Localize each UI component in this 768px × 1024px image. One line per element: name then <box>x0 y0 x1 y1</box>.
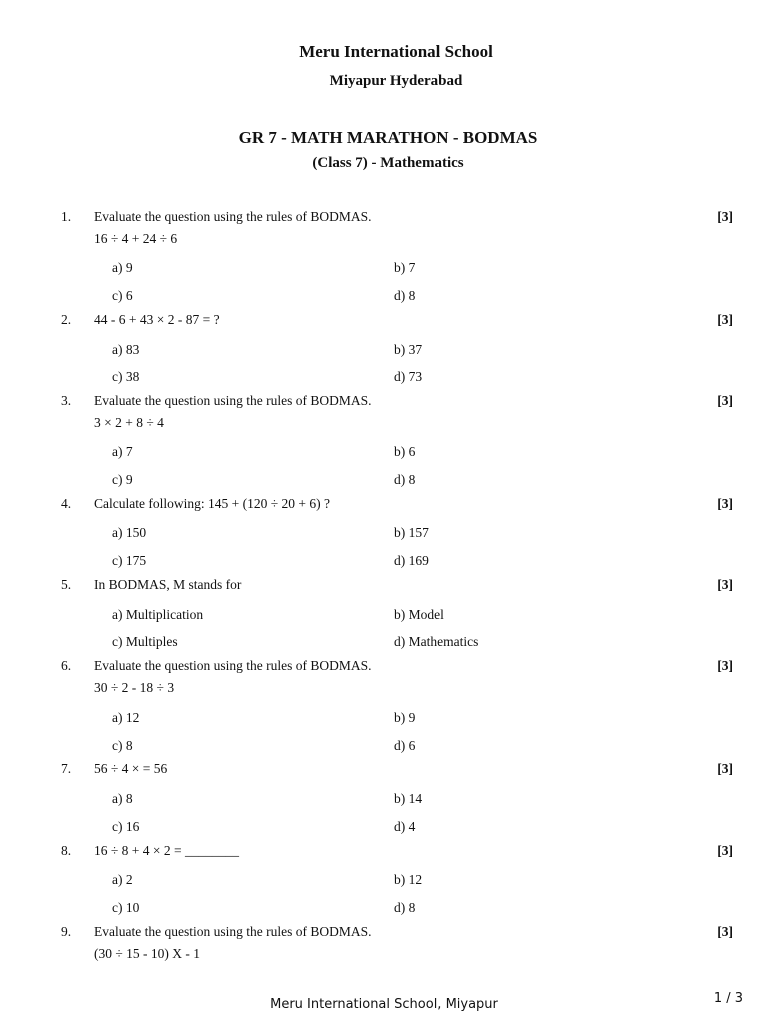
option-b: b) 7 <box>394 260 416 275</box>
option-a: a) 12 <box>112 710 140 725</box>
question-marks: [3] <box>717 924 733 939</box>
option-a: a) 7 <box>112 444 133 459</box>
question-number: 9. <box>61 924 72 939</box>
question-marks: [3] <box>717 761 733 776</box>
school-location: Miyapur Hyderabad <box>329 73 463 89</box>
question-text: 44 - 6 + 43 × 2 - 87 = ? <box>94 312 220 327</box>
school-name: Meru International School <box>299 42 493 61</box>
question-text: Evaluate the question using the rules of BODMAS. <box>94 209 372 224</box>
option-d: d) 73 <box>394 369 423 384</box>
option-a: a) 2 <box>112 872 133 887</box>
option-b: b) 157 <box>394 525 429 540</box>
question-number: 7. <box>61 761 72 776</box>
option-b: b) 37 <box>394 342 423 357</box>
question-text: 56 ÷ 4 × = 56 <box>94 761 168 776</box>
option-d: d) 8 <box>394 900 416 915</box>
option-c: c) 6 <box>112 288 133 303</box>
question-text: 16 ÷ 8 + 4 × 2 = ________ <box>94 843 239 858</box>
option-b: b) 12 <box>394 872 423 887</box>
question-marks: [3] <box>717 496 733 511</box>
option-a: a) 150 <box>112 525 147 540</box>
question-text: Evaluate the question using the rules of BODMAS. <box>94 924 372 939</box>
option-c: c) 10 <box>112 900 140 915</box>
question-text: Evaluate the question using the rules of BODMAS. <box>94 658 372 673</box>
question-text: Evaluate the question using the rules of BODMAS. <box>94 393 372 408</box>
option-d: d) 169 <box>394 553 429 568</box>
option-d: d) Mathematics <box>394 634 479 649</box>
question-number: 8. <box>61 843 72 858</box>
option-c: c) 38 <box>112 369 140 384</box>
option-b: b) 6 <box>394 444 416 459</box>
question-text: Calculate following: 145 + (120 ÷ 20 + 6) ? <box>94 496 330 511</box>
page-footer: Meru International School, Miyapur <box>270 997 498 1012</box>
option-a: a) 83 <box>112 342 140 357</box>
question-expression: 3 × 2 + 8 ÷ 4 <box>94 415 164 430</box>
option-d: d) 8 <box>394 472 416 487</box>
option-d: d) 8 <box>394 288 416 303</box>
worksheet-subtitle: (Class 7) - Mathematics <box>312 155 464 171</box>
question-number: 3. <box>61 393 72 408</box>
option-c: c) 8 <box>112 738 133 753</box>
option-a: a) 8 <box>112 791 133 806</box>
question-marks: [3] <box>717 577 733 592</box>
worksheet-title: GR 7 - MATH MARATHON - BODMAS <box>238 128 538 147</box>
option-d: d) 4 <box>394 819 416 834</box>
question-marks: [3] <box>717 393 733 408</box>
question-marks: [3] <box>717 209 733 224</box>
option-a: a) Multiplication <box>112 607 204 622</box>
question-marks: [3] <box>717 843 733 858</box>
option-c: c) 9 <box>112 472 133 487</box>
option-c: c) 16 <box>112 819 140 834</box>
option-b: b) Model <box>394 607 444 622</box>
option-c: c) Multiples <box>112 634 178 649</box>
question-number: 5. <box>61 577 72 592</box>
option-c: c) 175 <box>112 553 147 568</box>
question-marks: [3] <box>717 658 733 673</box>
question-number: 6. <box>61 658 72 673</box>
question-expression: 30 ÷ 2 - 18 ÷ 3 <box>94 680 175 695</box>
question-number: 2. <box>61 312 72 327</box>
question-expression: 16 ÷ 4 + 24 ÷ 6 <box>94 231 178 246</box>
option-a: a) 9 <box>112 260 133 275</box>
option-d: d) 6 <box>394 738 416 753</box>
option-b: b) 9 <box>394 710 416 725</box>
question-number: 1. <box>61 209 72 224</box>
option-b: b) 14 <box>394 791 423 806</box>
question-expression: (30 ÷ 15 - 10) X - 1 <box>94 946 201 961</box>
page-number: 1 / 3 <box>713 991 743 1006</box>
question-marks: [3] <box>717 312 733 327</box>
question-number: 4. <box>61 496 72 511</box>
question-text: In BODMAS, M stands for <box>94 577 242 592</box>
